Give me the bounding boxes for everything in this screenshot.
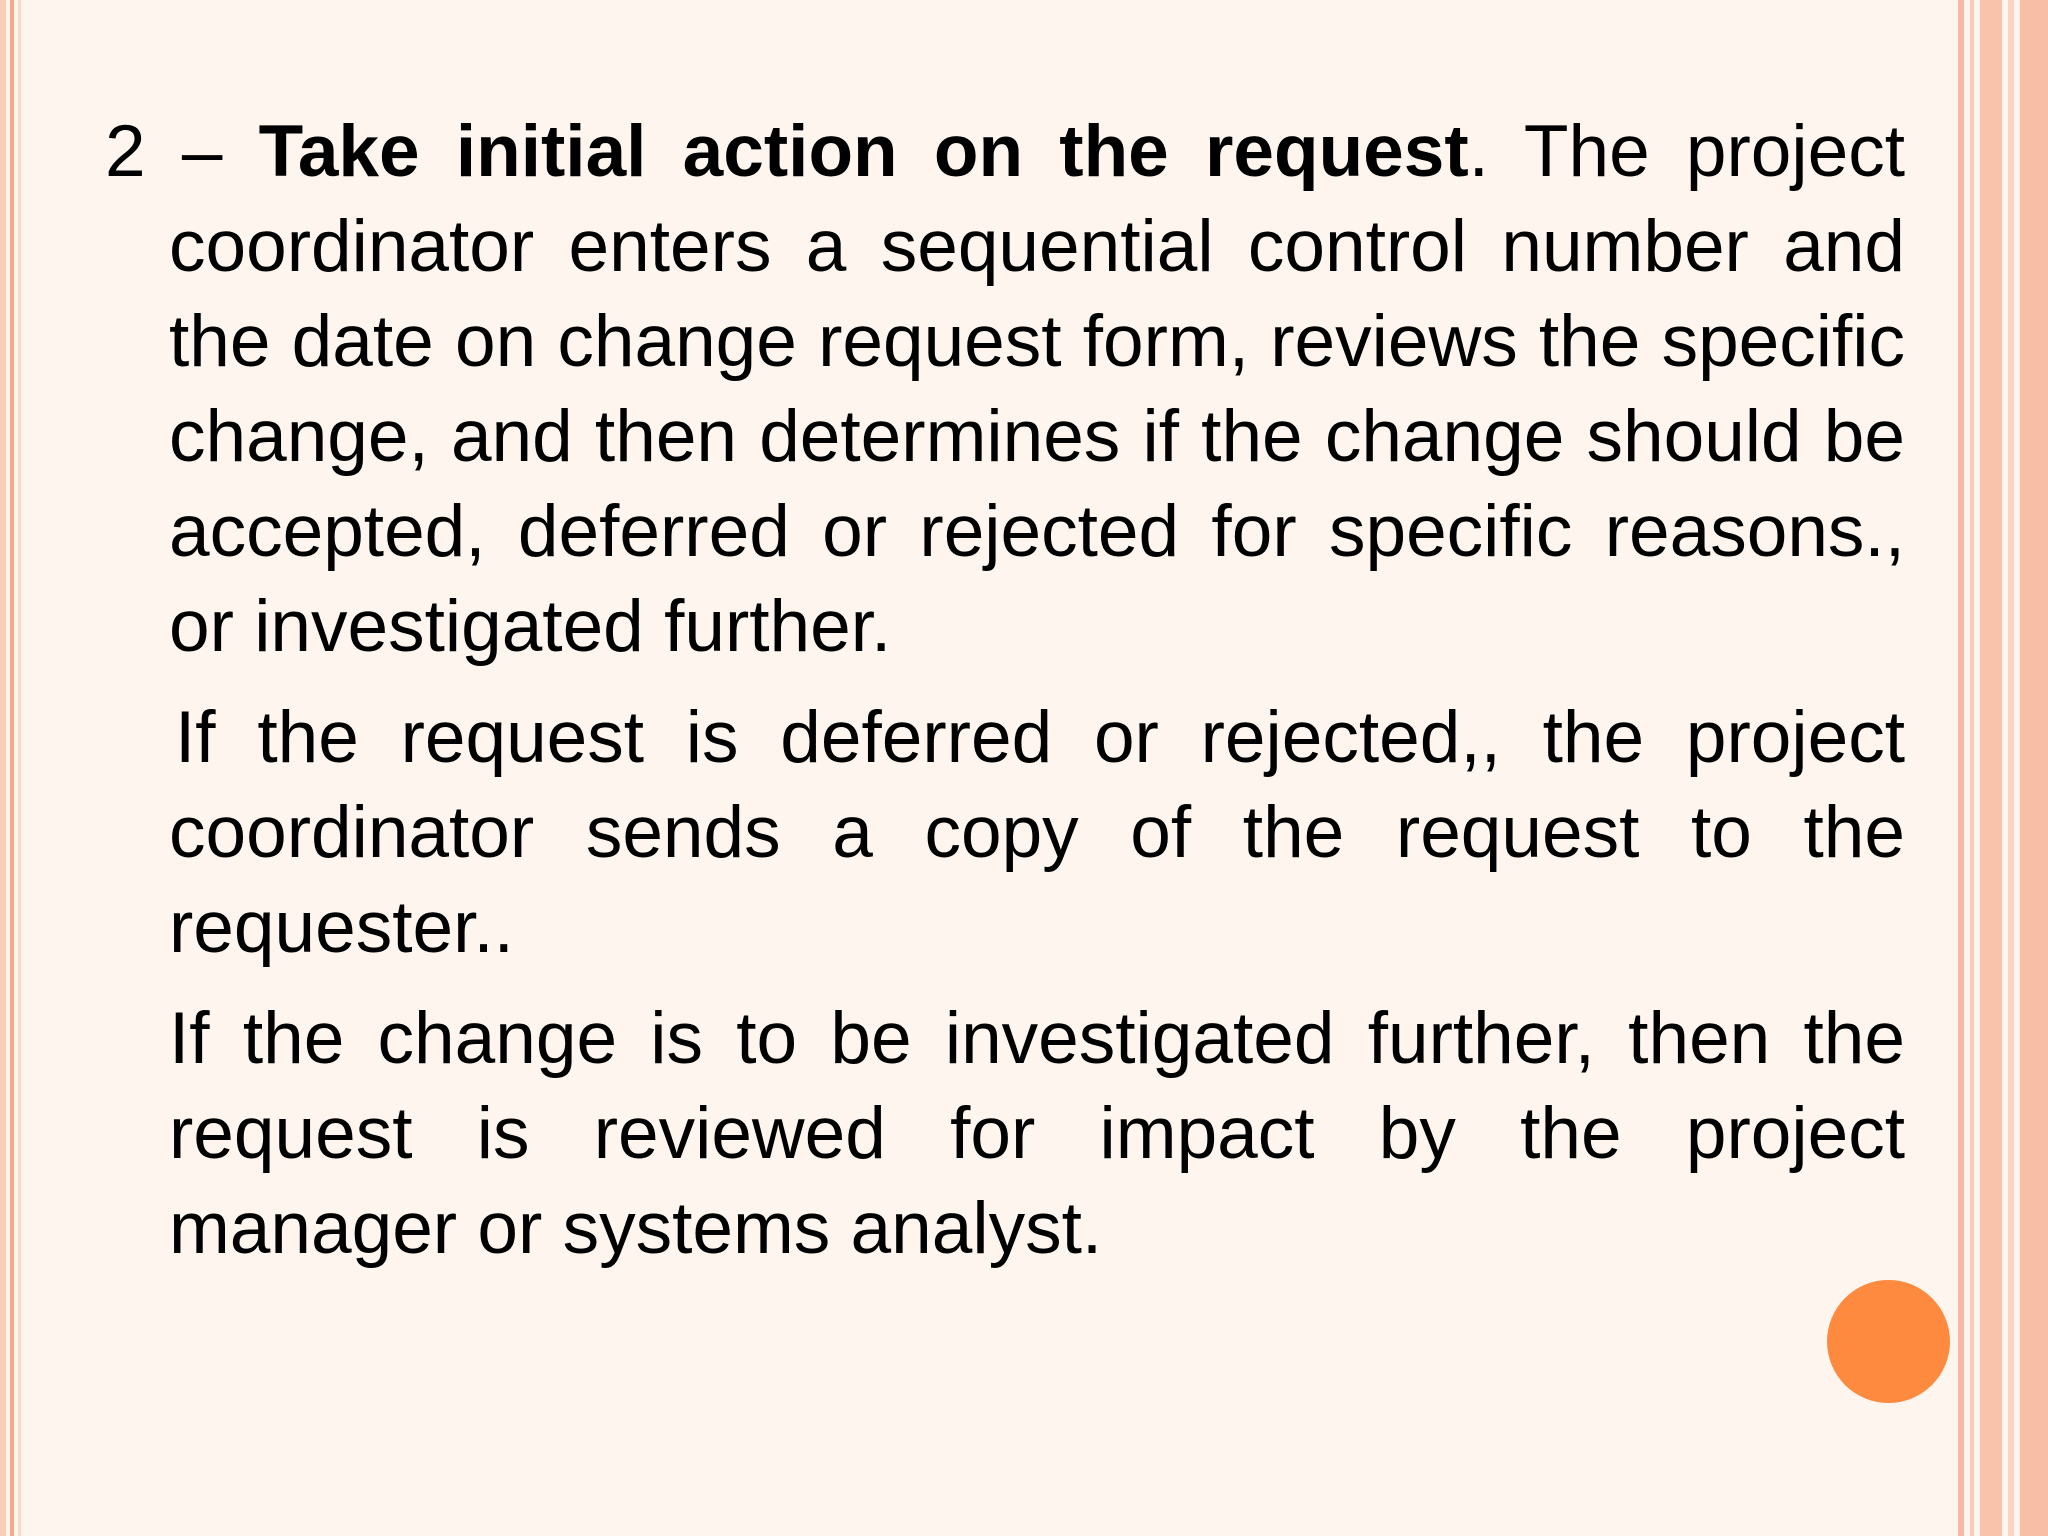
left-border-stripe	[0, 0, 6, 1536]
step-dash: –	[181, 111, 223, 192]
left-border-stripe	[18, 0, 21, 1536]
step-heading: Take initial action on the request	[258, 111, 1469, 192]
right-border-stripe	[2020, 0, 2048, 1536]
step-heading-period: .	[1468, 111, 1489, 192]
paragraph-investigated: If the change is to be investigated further, then the request is reviewed for impact by the project manager or systems analyst.	[169, 998, 1905, 1269]
step-body: The project coordinator enters a sequential control number and the date on change request form, reviews the specific change, and then determines if the change should be accepted, deferred or rejected for specific reasons., or investigated further.	[169, 111, 1905, 667]
right-border-stripe	[1980, 0, 2002, 1536]
right-border-stripe	[1970, 0, 1974, 1536]
left-border-stripe	[10, 0, 14, 1536]
right-border-stripe	[2008, 0, 2014, 1536]
step-number: 2	[105, 111, 146, 192]
paragraph-step-2	[105, 104, 1905, 674]
orange-circle-decoration	[1827, 1280, 1950, 1403]
slide-body	[105, 104, 1905, 1276]
right-border-stripe	[1958, 0, 1964, 1536]
paragraph-deferred-rejected: If the request is deferred or rejected,, the project coordinator sends a copy of the request to the requester..	[169, 697, 1905, 968]
